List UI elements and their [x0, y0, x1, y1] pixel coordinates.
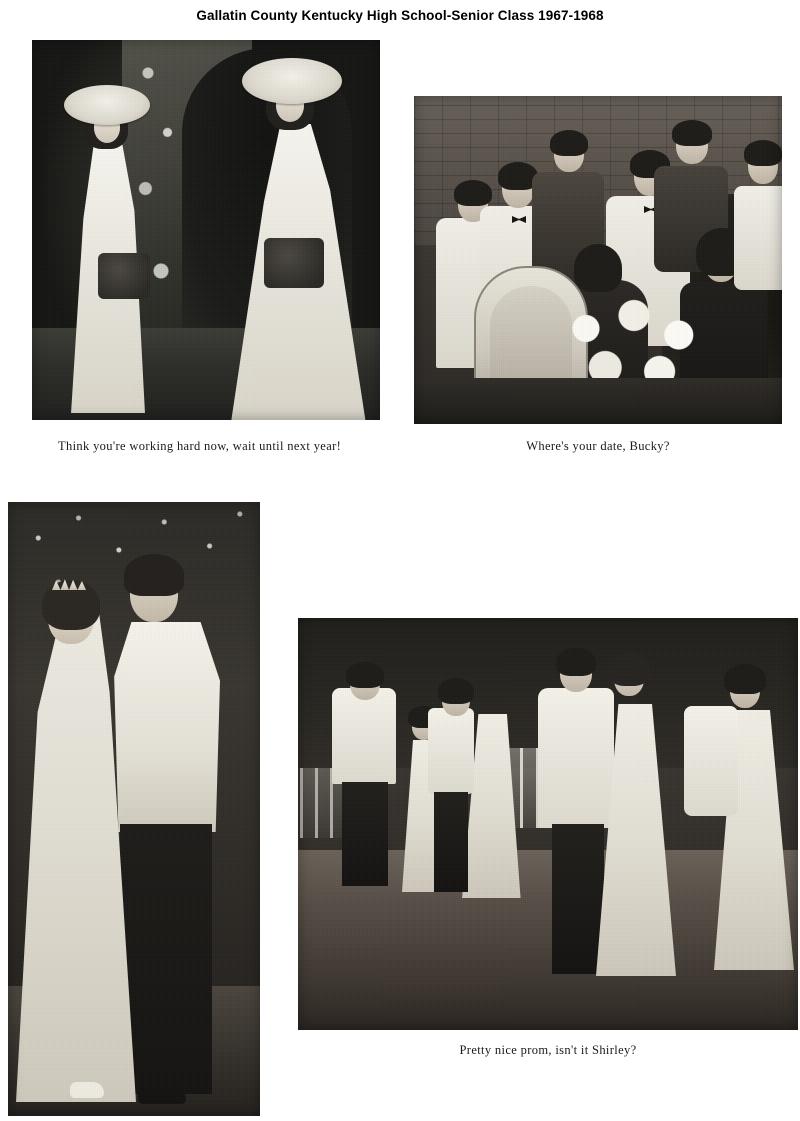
dancing-couple-center-left	[428, 676, 528, 896]
dancing-couple-center	[538, 648, 678, 978]
hair	[438, 678, 474, 704]
girl-hair	[608, 652, 650, 686]
boy-shoe	[138, 1086, 186, 1104]
trousers	[342, 782, 388, 886]
flower-girl-right	[222, 58, 380, 420]
girl-shoe	[70, 1082, 104, 1098]
banquet-table	[414, 378, 782, 424]
wide-brim-hat	[64, 85, 150, 125]
flower-basket	[264, 238, 324, 288]
dancing-couple-right	[684, 662, 794, 972]
photo-flower-girls	[32, 40, 380, 420]
hair	[346, 662, 384, 688]
hair	[574, 244, 622, 292]
photo-banquet-table	[414, 96, 782, 424]
tuxedo-trousers	[120, 824, 212, 1094]
caption-banquet: Where's your date, Bucky?	[526, 439, 670, 453]
caption-flower-girls: Think you're working hard now, wait until next year!	[58, 439, 342, 453]
boy-hair	[556, 648, 596, 676]
hair	[744, 140, 782, 166]
caption-dance-floor: Pretty nice prom, isn't it Shirley?	[459, 1043, 637, 1057]
flower-girl-left	[52, 85, 172, 415]
trousers	[434, 792, 468, 892]
white-jacket	[538, 688, 614, 828]
trousers	[552, 824, 604, 974]
hair	[724, 664, 766, 694]
page-title: Gallatin County Kentucky High School-Senior Class 1967-1968	[196, 8, 604, 23]
white-jacket	[684, 706, 738, 816]
white-jacket	[332, 688, 396, 784]
white-dinner-jacket	[112, 622, 220, 832]
guest-right	[734, 140, 782, 290]
photo-dancing-couple	[8, 502, 260, 1116]
suit	[734, 186, 782, 290]
white-jacket	[428, 708, 474, 794]
hair	[672, 120, 712, 146]
wide-brim-hat	[242, 58, 342, 104]
boy-hair	[124, 554, 184, 596]
hair	[550, 130, 588, 156]
flower-basket	[98, 253, 150, 299]
photo-dance-floor	[298, 618, 798, 1030]
